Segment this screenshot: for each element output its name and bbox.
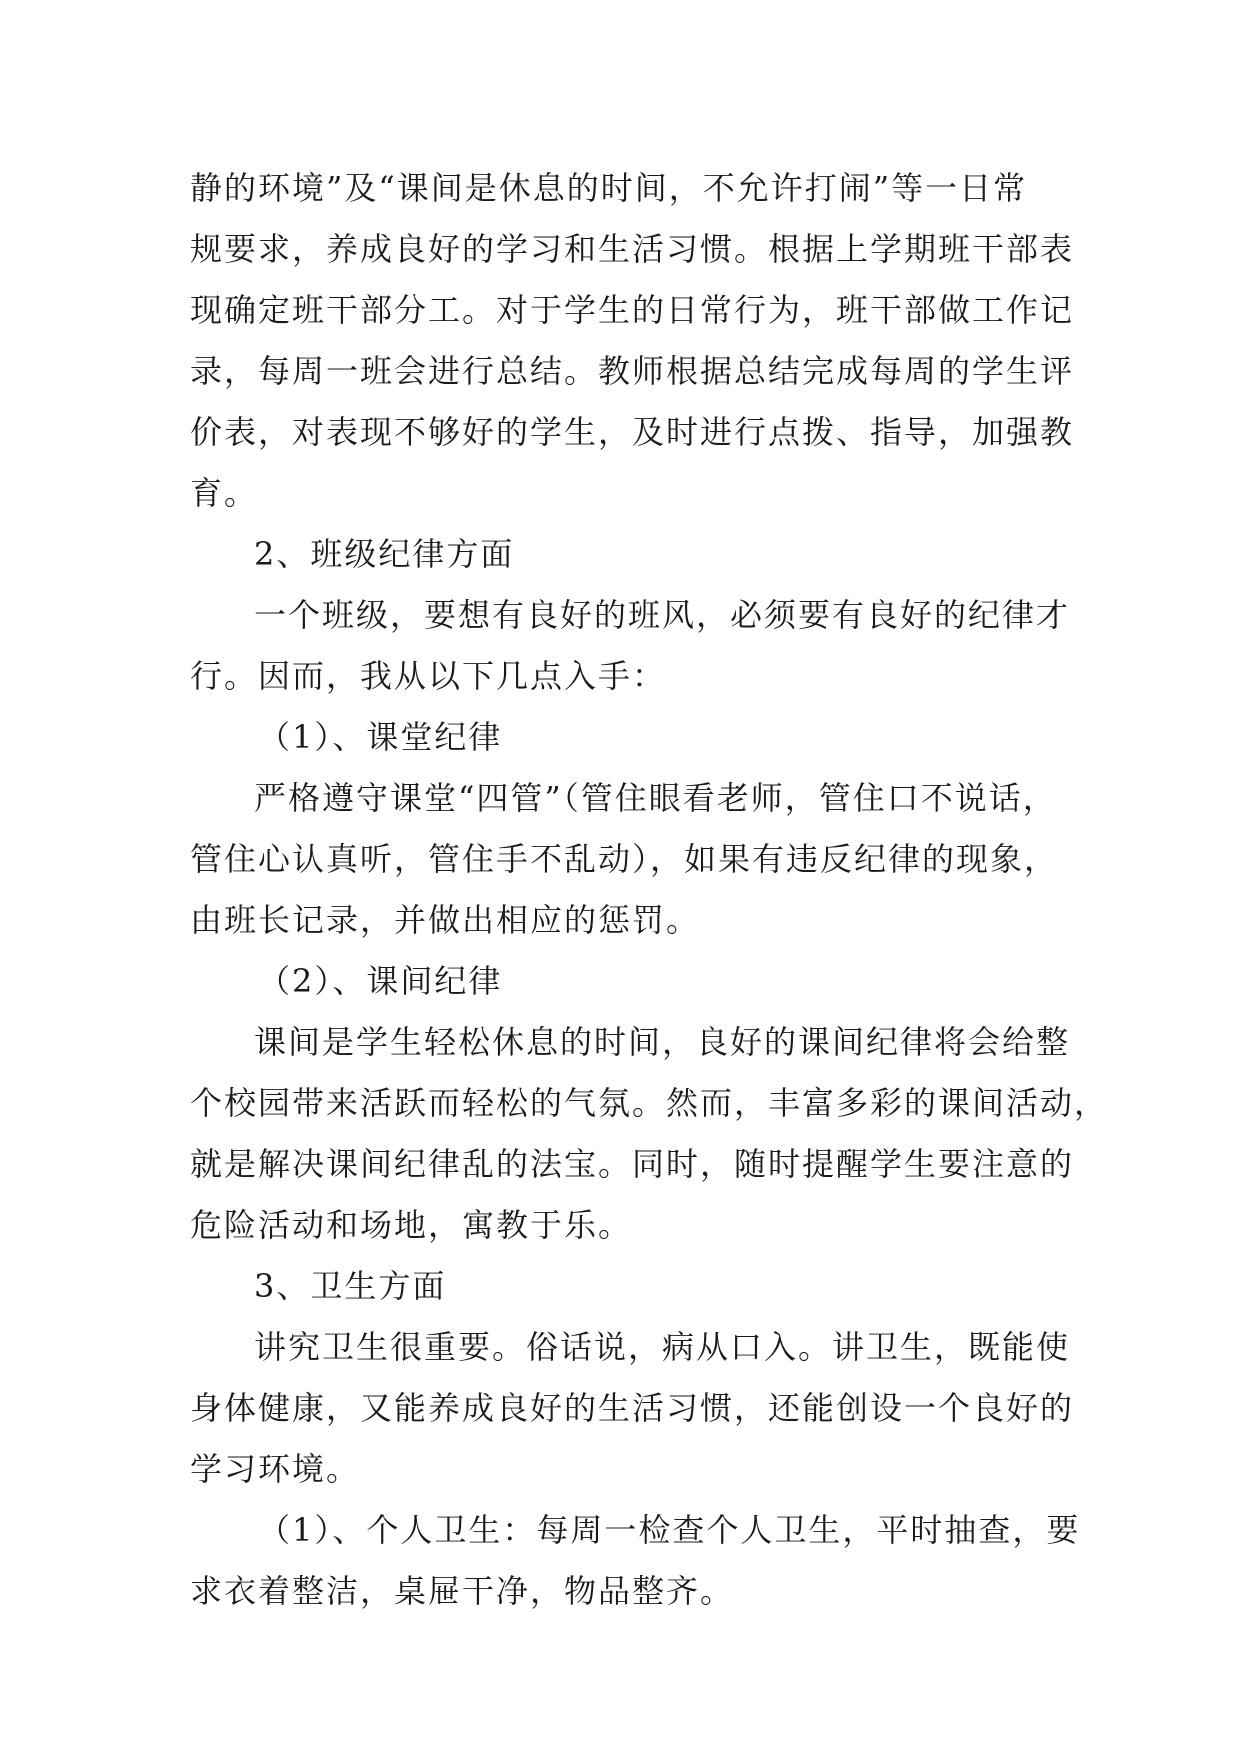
- text-line: 录，每周一班会进行总结。教师根据总结完成每周的学生评: [190, 352, 1075, 390]
- text-line: 就是解决课间纪律乱的法宝。同时，随时提醒学生要注意的: [190, 1145, 1075, 1183]
- text-line: 课间是学生轻松休息的时间，良好的课间纪律将会给整: [254, 1023, 1071, 1061]
- text-line: 个校园带来活跃而轻松的气氛。然而，丰富多彩的课间活动，: [190, 1084, 1109, 1122]
- text-line: 由班长记录，并做出相应的惩罚。: [190, 901, 701, 939]
- text-line: 严格遵守课堂“四管”（管住眼看老师，管住口不说话，: [254, 779, 1057, 817]
- text-line: 一个班级，要想有良好的班风，必须要有良好的纪律才: [254, 596, 1071, 634]
- text-line: 静的环境”及“课间是休息的时间，不允许打闹”等一日常: [190, 169, 1028, 207]
- text-line: 危险活动和场地，寓教于乐。: [190, 1206, 633, 1244]
- text-line: 身体健康，又能养成良好的生活习惯，还能创设一个良好的: [190, 1389, 1075, 1427]
- text-line: 行。因而，我从以下几点入手：: [190, 657, 667, 695]
- subsection-heading: （1）、课堂纪律: [258, 718, 503, 756]
- text-line: 求衣着整洁，桌屉干净，物品整齐。: [190, 1572, 735, 1610]
- text-line: 规要求，养成良好的学习和生活习惯。根据上学期班干部表: [190, 230, 1075, 268]
- text-line: 管住心认真听，管住手不乱动），如果有违反纪律的现象，: [190, 840, 1059, 878]
- section-heading: 2、班级纪律方面: [254, 535, 515, 573]
- section-heading: 3、卫生方面: [254, 1267, 447, 1305]
- text-line: 育。: [190, 474, 259, 512]
- subsection-heading: （2）、课间纪律: [258, 962, 503, 1000]
- text-line: 学习环境。: [190, 1450, 361, 1488]
- document-body: [190, 158, 1109, 1622]
- text-line: 现确定班干部分工。对于学生的日常行为，班干部做工作记: [190, 291, 1075, 329]
- subsection-heading: （1）、个人卫生：每周一检查个人卫生，平时抽查，要: [258, 1511, 1081, 1549]
- text-line: 价表，对表现不够好的学生，及时进行点拨、指导，加强教: [190, 413, 1075, 451]
- text-line: 讲究卫生很重要。俗话说，病从口入。讲卫生，既能使: [254, 1328, 1071, 1366]
